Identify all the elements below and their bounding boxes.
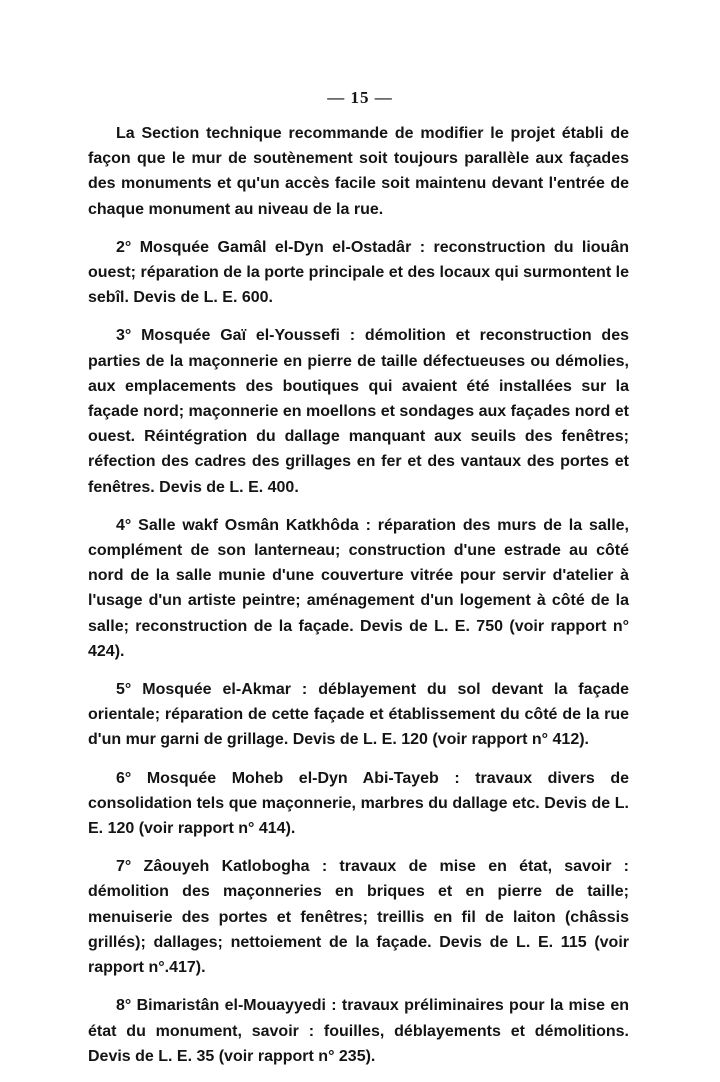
body-text [88,121,629,1069]
paragraph-item-2: 2° Mosquée Gamâl el-Dyn el-Ostadâr : reconstruction du liouân ouest; réparation de la porte principale et des locaux qui surmontent le sebîl. Devis de L. E. 600. [88,238,629,307]
paragraph-section-recommendation: La Section technique recommande de modifier le projet établi de façon que le mur de soutènement soit toujours parallèle aux façades des monuments et qu'un accès facile soit maintenu devant l'entrée de chaque monument au niveau de la rue. [88,125,629,218]
paragraph-item-8: 8° Bimaristân el-Mouayyedi : travaux préliminaires pour la mise en état du monument, savoir : fouilles, déblayements et démolitions. Devis de L. E. 35 (voir rapport n° 235). [88,997,629,1065]
paragraph-item-3: 3° Mosquée Gaï el-Youssefi : démolition et reconstruction des parties de la maçonnerie en pierre de taille défectueuses ou démolies, aux emplacements des boutiques qui avaient été installées sur la façade nord; maçonnerie en moellons et sondages aux façades nord et ouest. Réintégration du dallage manquant aux seuils des fenêtres; réfection des cadres des grillages en fer et des vantaux des portes et fenêtres. Devis de L. E. 400. [88,327,629,496]
paragraph-item-5: 5° Mosquée el-Akmar : déblayement du sol devant la façade orientale; réparation de cette façade et établissement du côté de la rue d'un mur garni de grillage. Devis de L. E. 120 (voir rapport n° 412). [88,681,629,749]
paragraph-item-6: 6° Mosquée Moheb el-Dyn Abi-Tayeb : travaux divers de consolidation tels que maçonnerie, marbres du dallage etc. Devis de L. E. 120 (voir rapport n° 414). [88,769,629,838]
paragraph-item-7: 7° Zâouyeh Katlobogha : travaux de mise en état, savoir : démolition des maçonneries en briques et en pierre de taille; menuiserie des portes et fenêtres; treillis en fil de laiton (châssis grillés); dallages; nettoiement de la façade. Devis de L. E. 115 (voir rapport n°.417). [88,858,629,977]
paragraph-item-4: 4° Salle wakf Osmân Katkhôda : réparation des murs de la salle, complément de son lanterneau; construction d'une estrade au côté nord de la salle munie d'une couverture vitrée pour servir d'atelier à l'usage d'un artiste peintre; aménagement d'un logement à côté de la salle; reconstruction de la façade. Devis de L. E. 750 (voir rapport n° 424). [88,516,629,660]
page-number: — 15 — [327,88,393,107]
